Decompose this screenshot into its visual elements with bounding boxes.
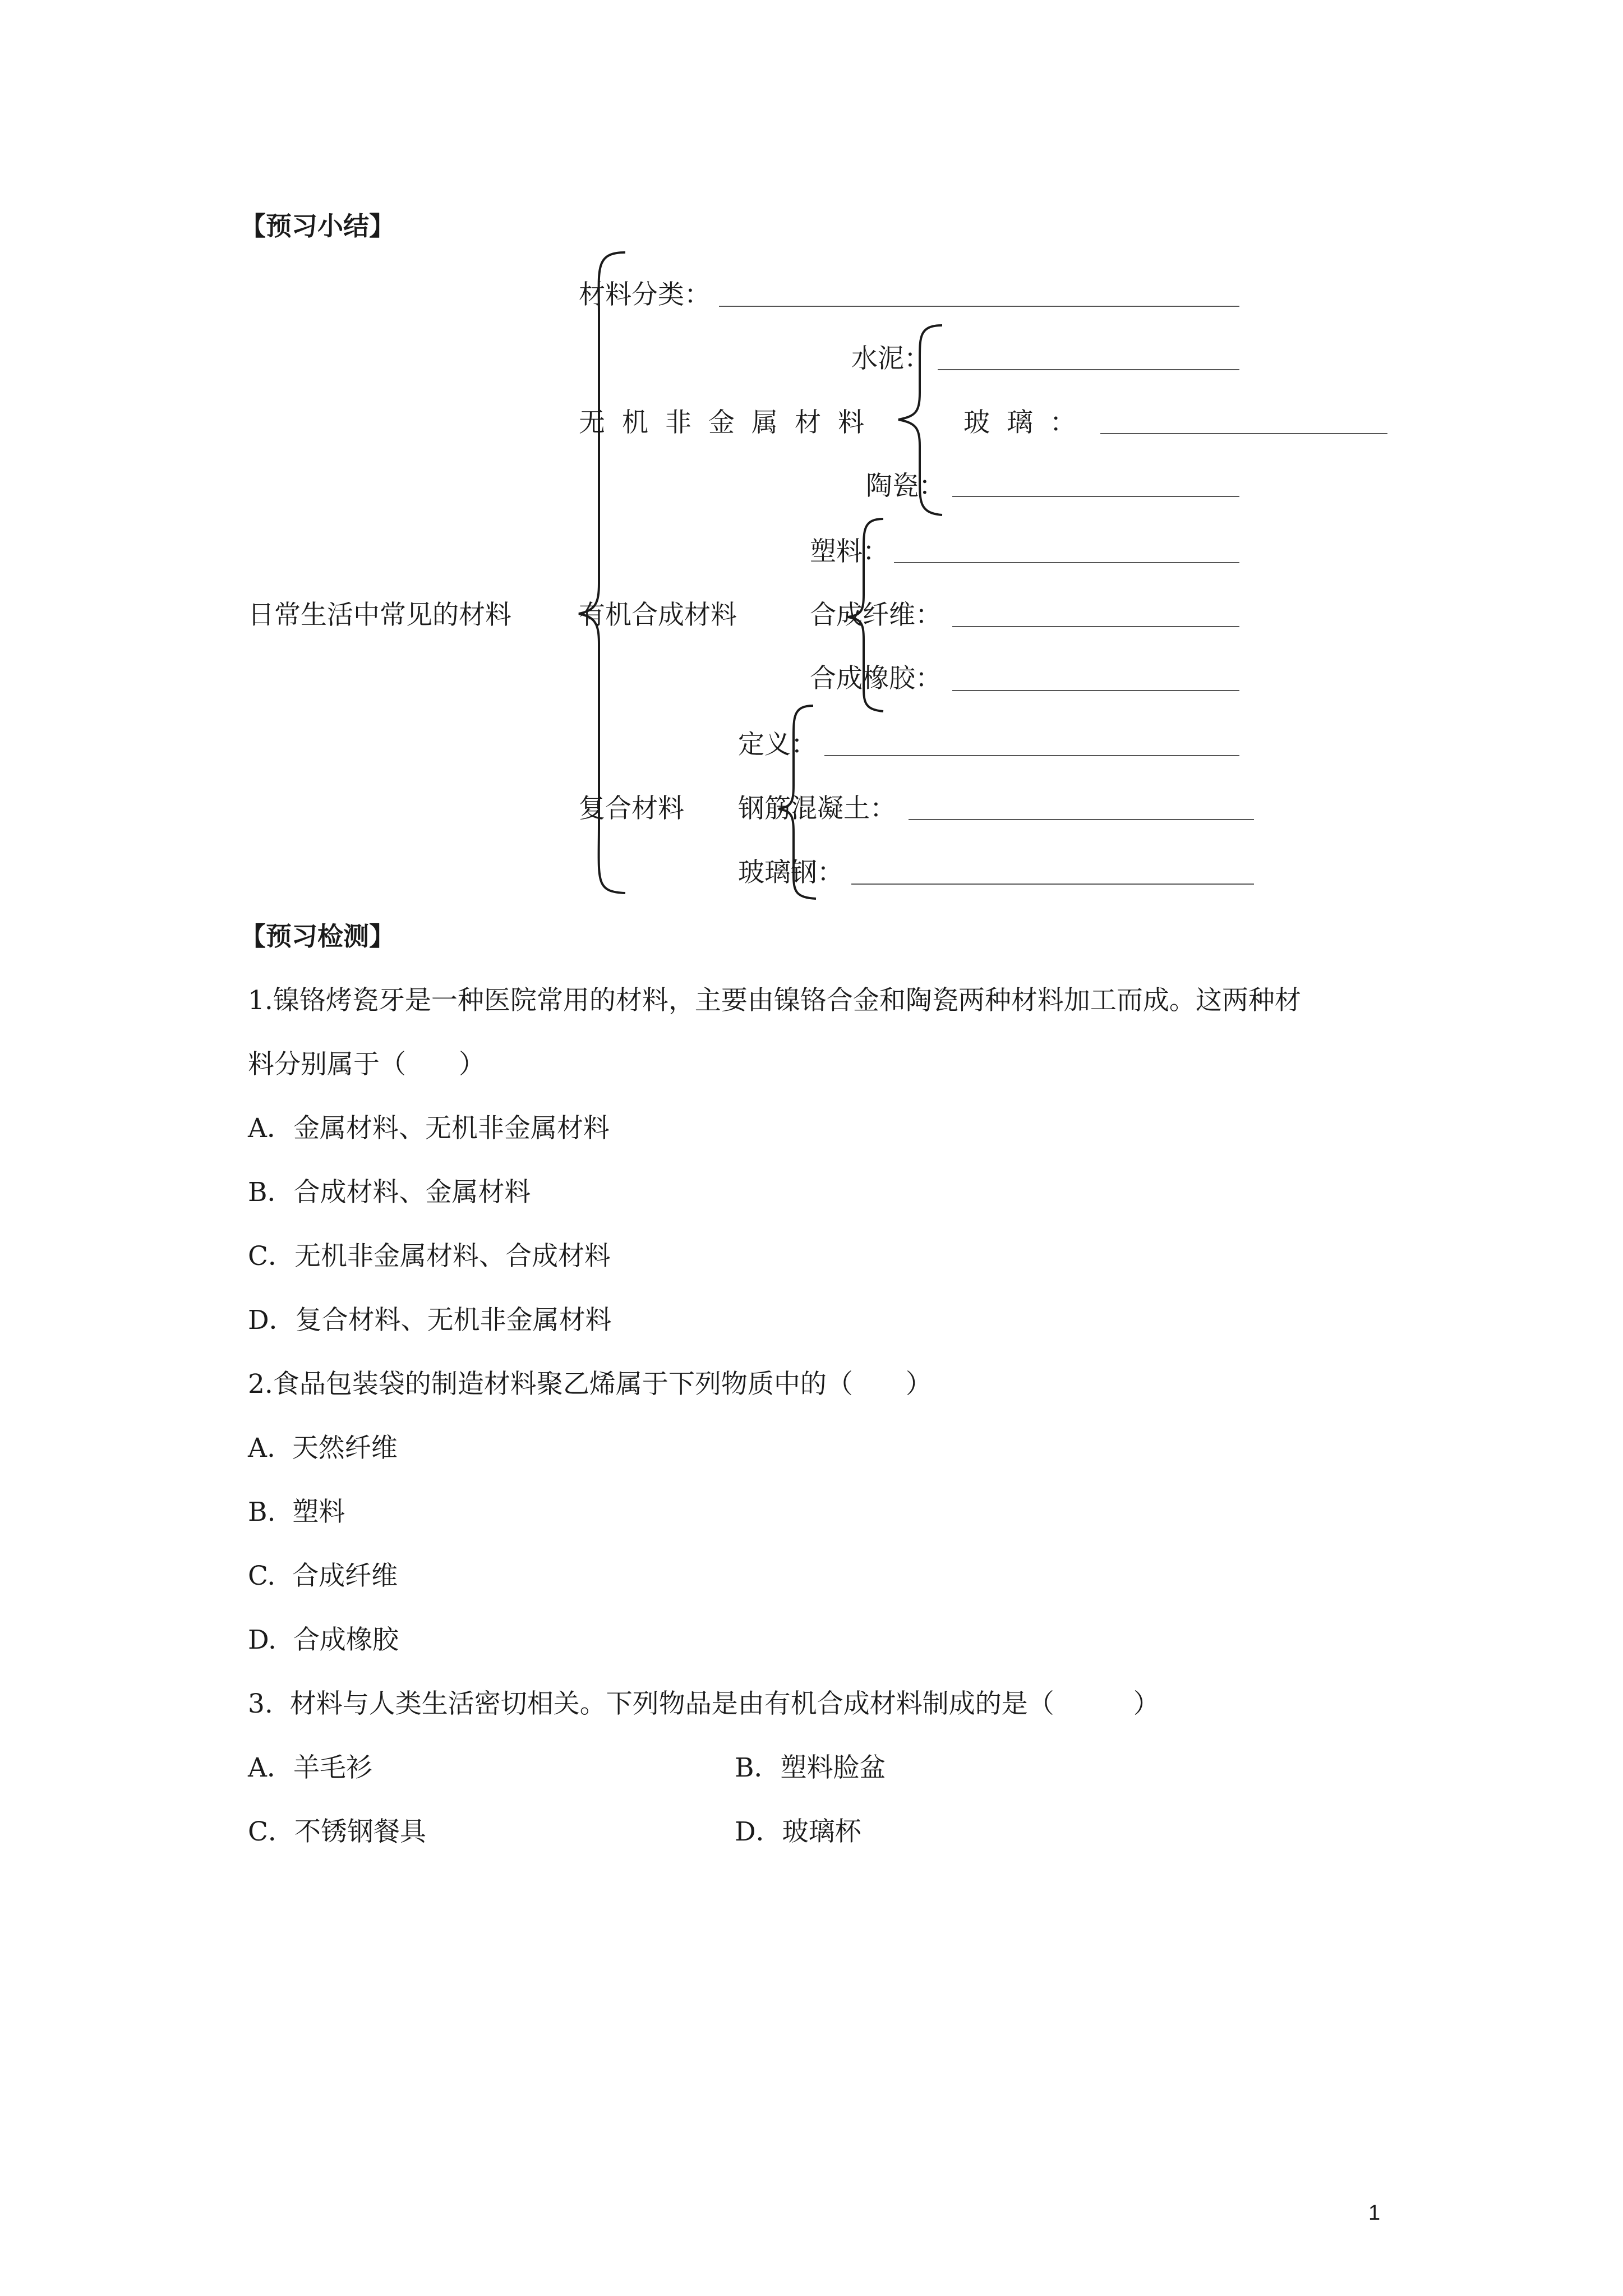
q3-option-a: A．羊毛衫 bbox=[248, 1752, 372, 1783]
q2-stem: 2.食品包装袋的制造材料聚乙烯属于下列物质中的（ ） bbox=[248, 1369, 932, 1400]
answer-line-classification bbox=[719, 306, 1239, 307]
inorganic-label: 无机非金属材料 bbox=[579, 407, 881, 438]
answer-line-rubber bbox=[952, 690, 1239, 691]
inorganic-item-glass: 玻 璃 ： bbox=[963, 407, 1076, 438]
composite-item-fiberglass: 玻璃钢： bbox=[738, 857, 843, 888]
answer-line-concrete bbox=[909, 819, 1254, 820]
answer-line-cement bbox=[938, 369, 1239, 370]
summary-heading: 【预习小结】 bbox=[240, 211, 395, 241]
answer-line-fiberglass bbox=[851, 884, 1254, 885]
composite-item-concrete: 钢筋混凝土： bbox=[738, 793, 896, 824]
q1-stem-line2: 料分别属于（ ） bbox=[248, 1049, 485, 1080]
page-number: 1 bbox=[1368, 2201, 1381, 2225]
q1-stem-line1: 1.镍铬烤瓷牙是一种医院常用的材料，主要由镍铬合金和陶瓷两种材料加工而成。这两种材 bbox=[248, 985, 1301, 1016]
q1-option-d: D．复合材料、无机非金属材料 bbox=[248, 1305, 612, 1336]
q3-option-d: D．玻璃杯 bbox=[735, 1816, 861, 1847]
q1-option-b: B．合成材料、金属材料 bbox=[248, 1177, 531, 1208]
q3-option-b: B．塑料脸盆 bbox=[735, 1752, 886, 1783]
answer-line-definition bbox=[824, 755, 1239, 756]
organic-item-fiber: 合成纤维： bbox=[810, 600, 942, 631]
organic-label: 有机合成材料 bbox=[579, 600, 737, 631]
organic-item-plastic: 塑料： bbox=[810, 536, 889, 567]
inorganic-item-ceramic: 陶瓷： bbox=[866, 471, 945, 501]
answer-line-fiber bbox=[952, 626, 1239, 627]
answer-line-ceramic bbox=[952, 496, 1239, 497]
answer-line-plastic bbox=[894, 562, 1239, 563]
root-label: 日常生活中常见的材料 bbox=[248, 600, 511, 631]
classification-label: 材料分类： bbox=[579, 279, 711, 310]
q2-option-c: C. 合成纤维 bbox=[248, 1561, 398, 1591]
organic-item-rubber: 合成橡胶： bbox=[810, 663, 942, 694]
check-heading: 【预习检测】 bbox=[240, 921, 395, 951]
q2-option-d: D. 合成橡胶 bbox=[248, 1625, 399, 1655]
q3-stem: 3. 材料与人类生活密切相关。下列物品是由有机合成材料制成的是（ ） bbox=[248, 1688, 1160, 1719]
q2-option-a: A. 天然纤维 bbox=[248, 1433, 398, 1464]
q3-option-c: C．不锈钢餐具 bbox=[248, 1816, 426, 1847]
composite-item-definition: 定义： bbox=[738, 729, 817, 760]
answer-line-glass bbox=[1100, 433, 1387, 434]
composite-label: 复合材料 bbox=[579, 793, 684, 824]
q1-option-a: A．金属材料、无机非金属材料 bbox=[248, 1113, 610, 1144]
inorganic-item-cement: 水泥： bbox=[851, 343, 930, 374]
q2-option-b: B. 塑料 bbox=[248, 1497, 345, 1527]
q1-option-c: C．无机非金属材料、合成材料 bbox=[248, 1241, 611, 1272]
